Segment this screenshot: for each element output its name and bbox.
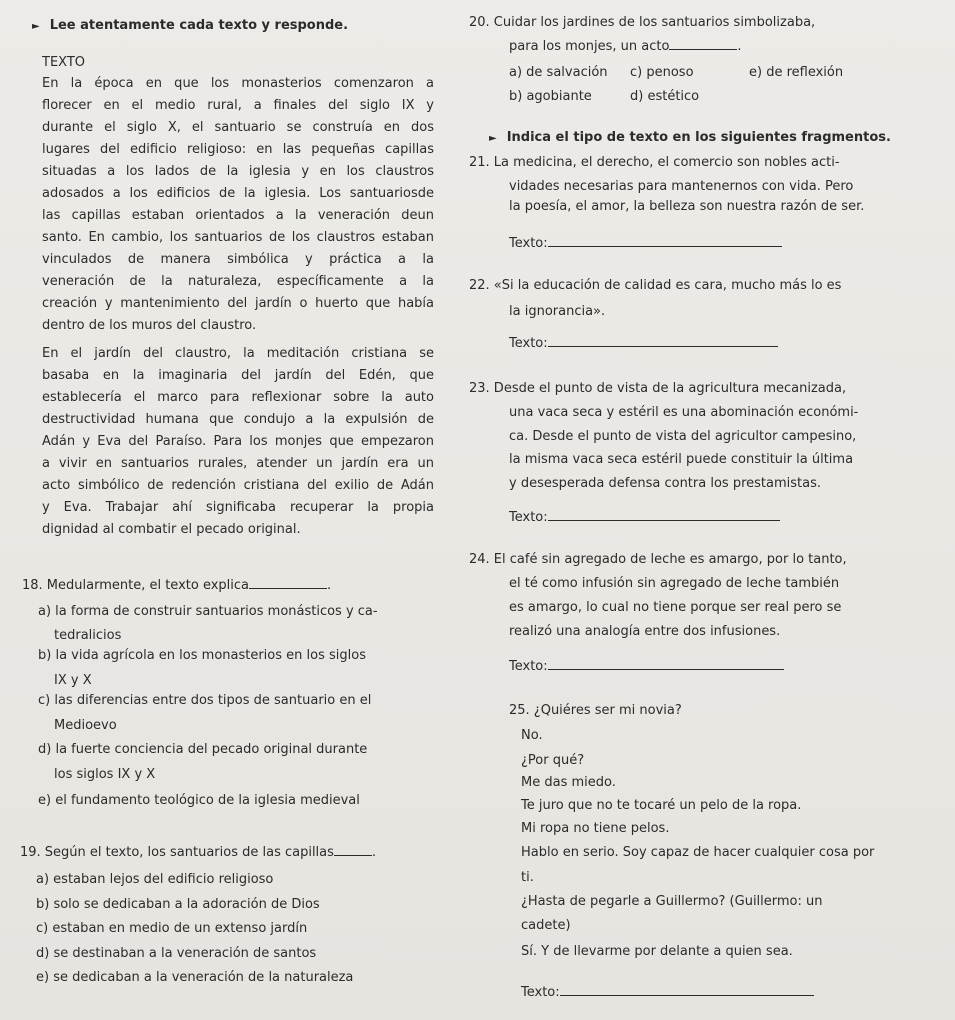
answer-blank[interactable] <box>669 37 737 50</box>
q20-stem-line2: para los monjes, un acto . <box>509 39 742 54</box>
texto-heading: TEXTO <box>42 55 86 70</box>
q20-option-b[interactable]: b) agobiante <box>509 89 592 104</box>
bullet-icon: ► <box>32 21 40 32</box>
q25-line: Mi ropa no tiene pelos. <box>521 821 670 836</box>
p2-line: destructividad humana que condujo a la expulsión de <box>42 412 434 427</box>
q18-option-line: Medioevo <box>54 718 117 733</box>
instruction-text: Lee atentamente cada texto y responde. <box>49 18 349 33</box>
q25-line: Te juro que no te tocaré un pelo de la ropa. <box>521 798 802 813</box>
q24-line: es amargo, lo cual no tiene porque ser real pero se <box>509 600 842 615</box>
q20-option-d[interactable]: d) estético <box>630 89 700 104</box>
answer-blank[interactable] <box>334 843 372 856</box>
q25-line: 25. ¿Quiéres ser mi novia? <box>509 703 682 718</box>
q18-stem-text: 18. Medularmente, el texto explica <box>22 578 250 593</box>
answer-blank[interactable] <box>548 334 778 347</box>
q24-line: 24. El café sin agregado de leche es amargo, por lo tanto, <box>469 552 847 567</box>
q20-stem-text: para los monjes, un acto <box>509 39 670 54</box>
q22-answer <box>509 334 778 352</box>
q24-line: realizó una analogía entre dos infusiones. <box>509 624 781 639</box>
q25-answer <box>521 983 814 1001</box>
q21-line: vidades necesarias para mantenernos con vida. Pero <box>509 179 854 194</box>
texto-label: Texto: <box>521 985 560 1000</box>
p1-line: durante el siglo X, el santuario se construía en dos <box>42 120 434 135</box>
q18-stem: 18. Medularmente, el texto explica . <box>22 578 332 593</box>
answer-blank[interactable] <box>548 657 784 670</box>
q19-stem-text: 19. Según el texto, los santuarios de las capillas <box>20 845 334 860</box>
q18-option-line[interactable]: e) el fundamento teológico de la iglesia medieval <box>38 793 360 808</box>
texto-label: Texto: <box>509 510 548 525</box>
p1-line: adosados a los edificios de la iglesia. Los santuariosde <box>42 186 434 201</box>
q19opts-line: a) estaban lejos del edificio religioso <box>36 872 274 887</box>
texto-label: Texto: <box>509 336 548 351</box>
q23-line: y desesperada defensa contra los prestamistas. <box>509 476 821 491</box>
q19opts-line: c) estaban en medio de un extenso jardín <box>36 921 308 936</box>
q25-line: ¿Por qué? <box>521 753 585 768</box>
q23-line: una vaca seca y estéril es una abominación económi- <box>509 405 859 420</box>
q21-line: la poesía, el amor, la belleza son nuestra razón de ser. <box>509 199 865 214</box>
q19-stem: 19. Según el texto, los santuarios de las capillas . <box>20 845 377 860</box>
q18-option-line: los siglos IX y X <box>54 767 156 782</box>
q21-line: 21. La medicina, el derecho, el comercio son nobles acti- <box>469 155 840 170</box>
q19opts-line: e) se dedicaban a la veneración de la naturaleza <box>36 970 354 985</box>
q18-option-line[interactable]: c) las diferencias entre dos tipos de santuario en el <box>38 693 372 708</box>
q20-option-a[interactable]: a) de salvación <box>509 65 608 80</box>
q19opts-line: b) solo se dedicaban a la adoración de Dios <box>36 897 320 912</box>
p1-line: dentro de los muros del claustro. <box>42 318 257 333</box>
q23-line: la misma vaca seca estéril puede constituir la última <box>509 452 854 467</box>
bullet-icon: ► <box>489 133 497 144</box>
p1-line: situadas a los lados de la iglesia y en los claustros <box>42 164 434 179</box>
texto-label: Texto: <box>509 236 548 251</box>
q25-line: ti. <box>521 870 534 885</box>
q24-line: el té como infusión sin agregado de leche también <box>509 576 840 591</box>
q20-option-e[interactable]: e) de reflexión <box>749 65 844 80</box>
q25-line: No. <box>521 728 543 743</box>
q24-answer <box>509 657 784 675</box>
q22-line: la ignorancia». <box>509 304 606 319</box>
q18-option-line[interactable]: a) la forma de construir santuarios monásticos y ca- <box>38 604 378 619</box>
q25-line: Hablo en serio. Soy capaz de hacer cualquier cosa por <box>521 845 875 860</box>
instruction-text: Indica el tipo de texto en los siguientes fragmentos. <box>506 130 891 145</box>
q21-answer <box>509 234 782 252</box>
instruction-left <box>32 18 348 35</box>
p1-line: creación y mantenimiento del jardín o huerto que había <box>42 296 434 311</box>
q23-answer <box>509 508 780 526</box>
answer-blank[interactable] <box>548 508 780 521</box>
answer-blank[interactable] <box>548 234 782 247</box>
p2-line: a vivir en santuarios rurales, atender un jardín era un <box>42 456 434 471</box>
instruction-right <box>489 130 891 147</box>
p1-line: vinculados de manera simbólica y práctica a la <box>42 252 434 267</box>
q20-stem-line1: 20. Cuidar los jardines de los santuarios simbolizaba, <box>469 15 816 30</box>
q23-line: ca. Desde el punto de vista del agricultor campesino, <box>509 429 857 444</box>
q18-option-line[interactable]: d) la fuerte conciencia del pecado original durante <box>38 742 368 757</box>
p2-line: basaba en la imaginaria del jardín del Edén, que <box>42 368 434 383</box>
p1-line: En la época en que los monasterios comenzaron a <box>42 76 434 91</box>
p2-line: acto simbólico de redención cristiana del exilio de Adán <box>42 478 434 493</box>
q18-option-line: IX y X <box>54 673 92 688</box>
p1-line: veneración de la naturaleza, específicamente a la <box>42 274 434 289</box>
p2-line: establecería el marco para reflexionar sobre la auto <box>42 390 434 405</box>
p2-line: dignidad al combatir el pecado original. <box>42 522 301 537</box>
p2-line: y Eva. Trabajar ahí significaba recuperar la propia <box>42 500 434 515</box>
p1-line: santo. En cambio, los santuarios de los claustros estaban <box>42 230 434 245</box>
q25-line: ¿Hasta de pegarle a Guillermo? (Guillermo: un <box>521 894 823 909</box>
p2-line: Adán y Eva del Paraíso. Para los monjes que empezaron <box>42 434 434 449</box>
q25-line: Sí. Y de llevarme por delante a quien sea. <box>521 944 793 959</box>
p1-line: las capillas estaban orientados a la veneración deun <box>42 208 434 223</box>
p2-line: En el jardín del claustro, la meditación cristiana se <box>42 346 434 361</box>
q19opts-line: d) se destinaban a la veneración de santos <box>36 946 317 961</box>
texto-label: Texto: <box>509 659 548 674</box>
q25-line: Me das miedo. <box>521 775 616 790</box>
q18-option-line[interactable]: b) la vida agrícola en los monasterios en los siglos <box>38 648 366 663</box>
q18-option-line: tedralicios <box>54 628 122 643</box>
q25-line: cadete) <box>521 918 571 933</box>
p1-line: florecer en el medio rural, a finales del siglo IX y <box>42 98 434 113</box>
p1-line: lugares del edificio religioso: en las pequeñas capillas <box>42 142 434 157</box>
q22-line: 22. «Si la educación de calidad es cara, mucho más lo es <box>469 278 842 293</box>
answer-blank[interactable] <box>560 983 814 996</box>
q23-line: 23. Desde el punto de vista de la agricultura mecanizada, <box>469 381 847 396</box>
answer-blank[interactable] <box>249 576 327 589</box>
q20-option-c[interactable]: c) penoso <box>630 65 694 80</box>
